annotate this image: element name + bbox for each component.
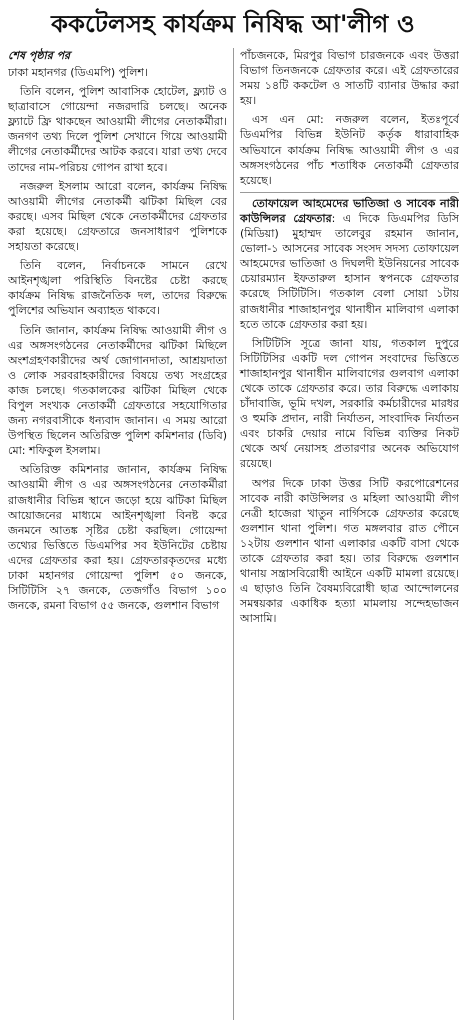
paragraph: অতিরিক্ত কমিশনার জানান, কার্যক্রম নিষিদ্ধ আওয়ামী লীগ ও এর অঙ্গসংগঠনের নেতাকর্মীরা রাজধানীর বিভিন্ন স্থানে জড়ো হয়ে ঝটিকা মিছিল আয়োজনের মাধ্যমে আইনশৃঙ্খলা বিনষ্ট করে জনমনে আতঙ্ক সৃষ্টির চেষ্টা করছিল। গোয়েন্দা তথ্যের ভিত্তিতে ডিএমপির সব ইউনিটের চেষ্টায় এদের গ্রেফতার করা হয়। গ্রেফতারকৃতদের মধ্যে ঢাকা মহানগর গোয়েন্দা পুলিশ ৫০ জনকে, সিটিটিসি ২৭ জনকে, তেজগাঁও বিভাগ ১০০ জনকে, রমনা বিভাগ ৫৫ জনকে, গুলশান বিভাগ [8, 463, 227, 613]
paragraph: তিনি বলেন, পুলিশ আবাসিক হোটেল, ফ্ল্যাট ও ছাত্রাবাসে গোয়েন্দা নজরদারি চলছে। অনেক ফ্ল্যাটে ফ্রি থাকছেন আওয়ামী লীগের নেতাকর্মীরা। জনগণ তথ্য দিলে পুলিশ সেখানে গিয়ে আওয়ামী লীগের নেতাকর্মীদের আটক করবে। যারা তথ্য দেবে তাদের নাম-পরিচয় গোপন রাখা হবে। [8, 85, 227, 174]
paragraph: নজরুল ইসলাম আরো বলেন, কার্যক্রম নিষিদ্ধ আওয়ামী লীগের নেতাকর্মী ঝটিকা মিছিল বের করছে। এসব মিছিল থেকে নেতাকর্মীদের গ্রেফতার করা হয়েছে। গ্রেফতারে জনসাধারণ পুলিশকে সহায়তা করেছে। [8, 179, 227, 254]
subhead-lead-text: : এ দিকে ডিএমপির ডিসি (মিডিয়া) মুহাম্মদ তালেবুর রহমান জানান, ভোলা-১ আসনের সাবেক সংসদ সদস্য তোফায়েল আহমেদের ভাতিজা ও দিঘলদী ইউনিয়নের সাবেক চেয়ারম্যান ইফতারুল হাসান স্বপনকে গ্রেফতার করেছে সিটিটিসি। গতকাল বেলা সোয়া ১টায় রাজধানীর শাজাহানপুর থানাধীন মালিবাগ এলাকা হতে তাকে গ্রেফতার করা হয়। [240, 211, 459, 331]
dateline: শেষ পৃষ্ঠার পর [8, 49, 71, 62]
paragraph: এস এন মো: নজরুল বলেন, ইতঃপূর্বে ডিএমপির বিভিন্ন ইউনিট কর্তৃক ধারাবাহিক অভিযানে কার্যক্রম নিষিদ্ধ আওয়ামী লীগ ও এর অঙ্গসংগঠনের পাঁচ শতাধিক নেতাকর্মী গ্রেফতার হয়েছে। [240, 113, 459, 187]
article-columns [8, 48, 460, 1020]
paragraph: তিনি বলেন, নির্বাচনকে সামনে রেখে আইনশৃঙ্খলা পরিস্থিতি বিনষ্টের চেষ্টা করছে কার্যক্রম নিষিদ্ধ রাজনৈতিক দল, তাদের বিরুদ্ধে পুলিশের অভিযান অব্যাহত থাকবে। [8, 259, 227, 318]
subhead: তোফায়েল আহমেদের ভাতিজা ও সাবেক নারী কাউন্সিলর গ্রেফতার [240, 196, 459, 225]
column-divider [233, 48, 234, 1020]
headline: ককটেলসহ কার্যক্রম নিষিদ্ধ আ'লীগ ও [51, 10, 415, 38]
right-column [235, 48, 459, 1020]
paragraph: ঢাকা মহানগর (ডিএমপি) পুলিশ। [8, 66, 148, 79]
subhead-paragraph [240, 196, 459, 332]
paragraph: তিনি জানান, কার্যক্রম নিষিদ্ধ আওয়ামী লীগ ও এর অঙ্গসংগঠনের নেতাকর্মীদের ঝটিকা মিছিলে অংশগ্রহণকারীদের অর্থ জোগানদাতা, আশ্রয়দাতা ও লোক সরবরাহকারীদের বিষয়ে তথ্য সংগ্রহের কাজ চলছে। গতকালকের ঝটিকা মিছিল থেকে বিপুল সংখ্যক নেতাকর্মী গ্রেফতারে সহযোগিতার জন্য নগরবাসীকে ধন্যবাদ জানান। এ সময় আরো উপস্থিত ছিলেন অতিরিক্ত পুলিশ কমিশনার (ডিবি) মো: শফিকুল ইসলাম। [8, 323, 227, 458]
paragraph: পাঁচজনকে, মিরপুর বিভাগ চারজনকে এবং উত্তরা বিভাগ তিনজনকে গ্রেফতার করে। এই গ্রেফতারের সময় ১৪টি ককটেল ও সাতটি ব্যানার উদ্ধার করা হয়। [240, 49, 459, 108]
paragraph: অপর দিকে ঢাকা উত্তর সিটি করপোরেশনের সাবেক নারী কাউন্সিলর ও মহিলা আওয়ামী লীগ নেত্রী হাজেরা খাতুন নার্গিসকে গ্রেফতার করেছে গুলশান থানা পুলিশ। গত মঙ্গলবার রাত পৌনে ১২টায় গুলশান থানা এলাকার একটি বাসা থেকে তাকে গ্রেফতার করা হয়। তার বিরুদ্ধে গুলশান থানায় সন্ত্রাসবিরোধী আইনে একটি মামলা রয়েছে। এ ছাড়াও তিনি বৈষম্যবিরোধী ছাত্র আন্দোলনের সমন্বয়কার একাধিক হত্যা মামলায় সন্দেহভাজন আসামি। [240, 476, 459, 626]
paragraph: সিটিটিসি সূত্রে জানা যায়, গতকাল দুপুরে সিটিটিসির একটি দল গোপন সংবাদের ভিত্তিতে শাজাহানপুর থানাধীন মালিবাগের গুলবাগ এলাকা থেকে তাকে গ্রেফতার করে। তার বিরুদ্ধে এলাকায় চাঁদাবাজি, ভূমি দখল, সরকারি কর্মচারীদের মারধর ও হুমকি প্রদান, নারী নির্যাতন, সাংবাদিক নির্যাতন এবং চাকরি দেয়ার নামে বিভিন্ন ব্যক্তির নিকট থেকে অর্থ নেয়াসহ প্রতারণার অনেক অভিযোগ রয়েছে। [240, 336, 459, 471]
left-column [8, 48, 232, 1020]
section-divider [240, 192, 459, 193]
